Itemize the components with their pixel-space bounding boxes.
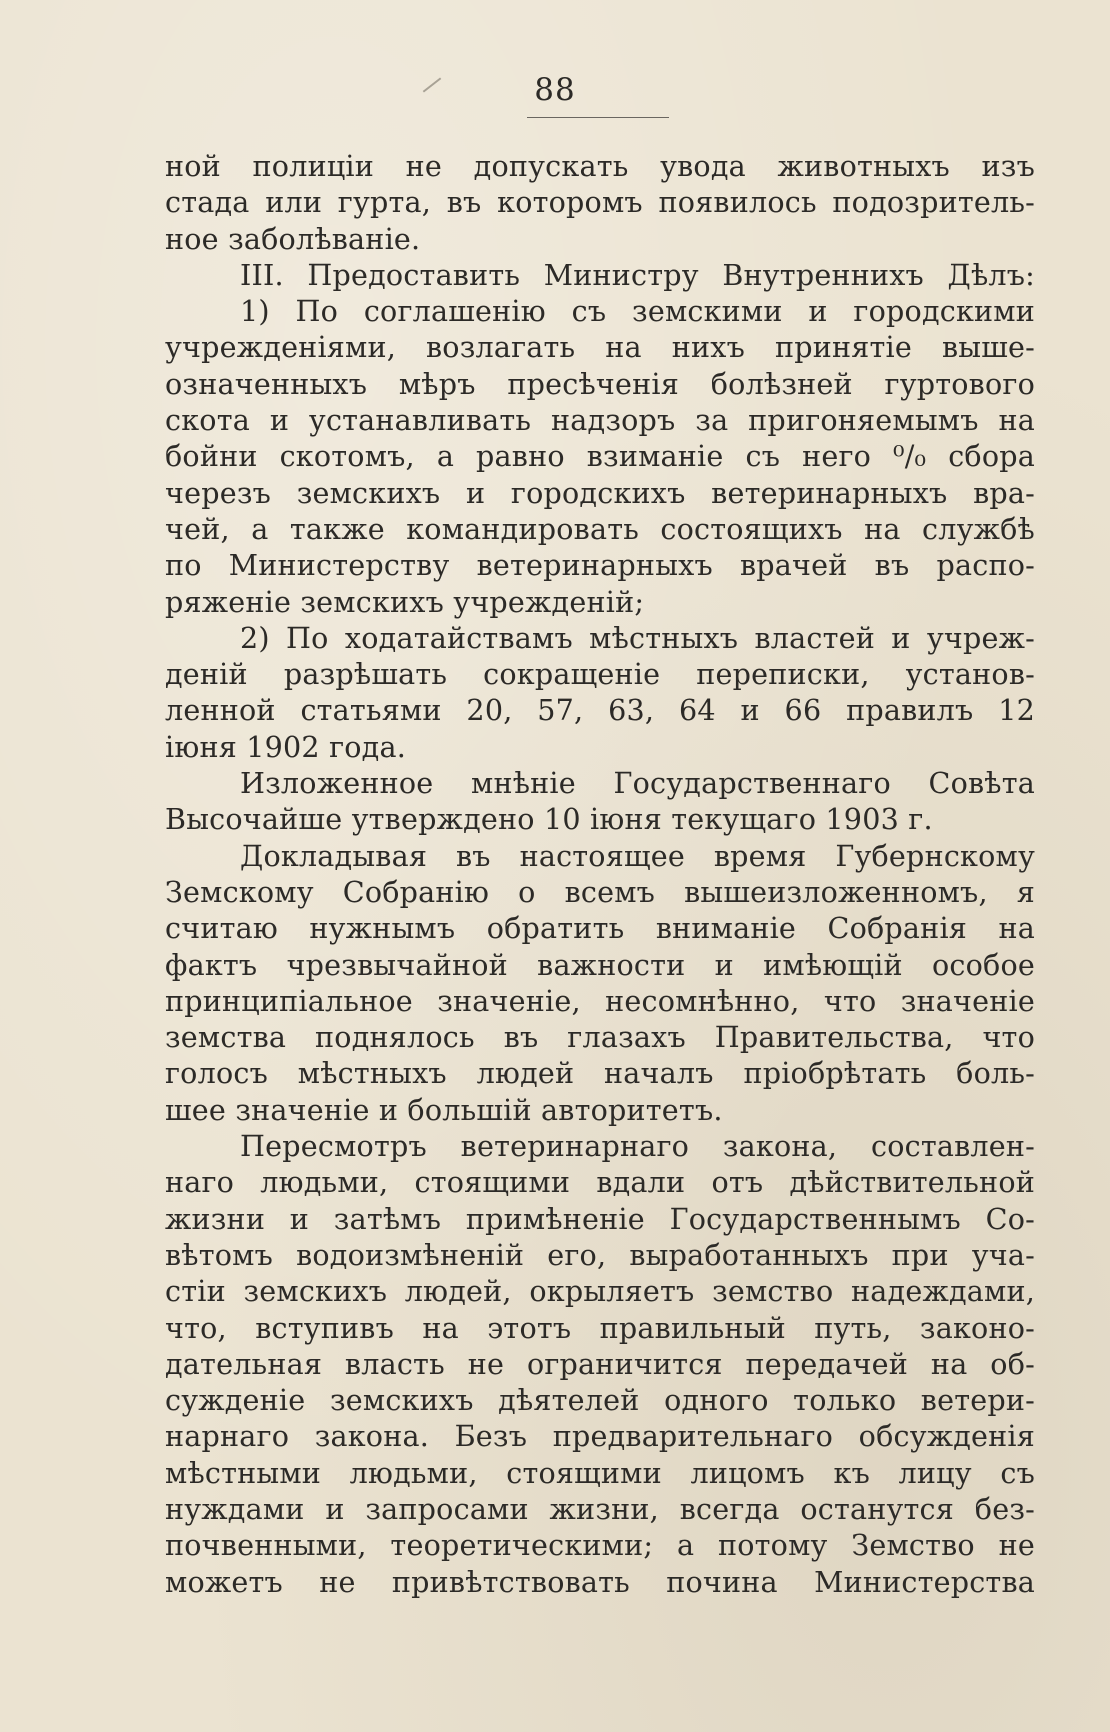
text-line: чей, а также командировать состоящихъ на службѣ [165,511,1035,546]
text-line: наго людьми, стоящими вдали отъ дѣйствительной [165,1165,1035,1200]
text-line: голосъ мѣстныхъ людей началъ пріобрѣтать боль- [165,1056,1035,1091]
text-line: дательная власть не ограничится передачей на об- [165,1346,1035,1381]
text-line: означенныхъ мѣръ пресѣченія болѣзней гуртового [165,366,1035,401]
text-line: мѣстными людьми, стоящими лицомъ къ лицу съ [165,1455,1035,1490]
text-line: ное заболѣваніе. [165,221,421,256]
text-line: стада или гурта, въ которомъ появилось подозритель- [165,185,1035,220]
text-line: III. Предоставить Министру Внутреннихъ Дѣлъ: [240,257,1035,292]
text-line: черезъ земскихъ и городскихъ ветеринарныхъ вра- [165,475,1035,510]
text-line: Докладывая въ настоящее время Губернскому [240,838,1035,873]
text-line: шее значеніе и большій авторитетъ. [165,1092,723,1127]
text-line: Высочайше утверждено 10 іюня текущаго 1903 г. [165,802,933,837]
text-line: ряженіе земскихъ учрежденій; [165,584,645,619]
text-line: іюня 1902 года. [165,729,407,764]
text-line: жизни и затѣмъ примѣненіе Государственнымъ Со- [165,1201,1035,1236]
text-line: ной полиціи не допускать увода животныхъ изъ [165,149,1035,183]
text-line: почвенными, теоретическими; а потому Земство не [165,1528,1035,1563]
text-line: сужденіе земскихъ дѣятелей одного только ветери- [165,1383,1035,1418]
text-line: ленной статьями 20, 57, 63, 64 и 66 правилъ 12 [165,693,1035,728]
text-line: Пересмотръ ветеринарнаго закона, составлен- [240,1129,1035,1164]
text-line: учрежденіями, возлагать на нихъ принятіе выше- [165,330,1035,365]
text-line: стіи земскихъ людей, окрыляетъ земство надеждами, [165,1274,1035,1309]
text-line: нарнаго закона. Безъ предварительнаго обсужденія [165,1419,1035,1454]
text-line: Изложенное мнѣніе Государственнаго Совѣта [240,766,1035,801]
text-line: вѣтомъ водоизмѣненій его, выработанныхъ при уча- [165,1237,1035,1272]
text-line: земства поднялось въ глазахъ Правительства, что [165,1020,1035,1055]
text-line: что, вступивъ на этотъ правильный путь, законо- [165,1310,1035,1345]
header-rule [527,117,669,118]
page-number: 88 [534,72,576,108]
text-line: можетъ не привѣтствовать почина Министерства [165,1564,1035,1599]
text-line: 1) По соглашенію съ земскими и городскими [240,294,1035,329]
text-line: фактъ чрезвычайной важности и имѣющій особое [165,947,1035,982]
body-text [165,148,1035,1600]
text-line: скота и устанавливать надзоръ за пригоняемымъ на [165,403,1035,438]
text-line: принципіальное значеніе, несомнѣнно, что значеніе [165,983,1035,1018]
text-line: нуждами и запросами жизни, всегда останутся без- [165,1491,1035,1526]
text-line: деній разрѣшать сокращеніе переписки, установ- [165,657,1035,692]
text-line: считаю нужнымъ обратить вниманіе Собранія на [165,911,1035,946]
text-line: бойни скотомъ, а равно взиманіе съ него ⁰/₀ сбора [165,439,1035,474]
text-line: 2) По ходатайствамъ мѣстныхъ властей и учреж- [240,620,1035,655]
text-line: Земскому Собранію о всемъ вышеизложенномъ, я [165,874,1035,909]
text-line: по Министерству ветеринарныхъ врачей въ распо- [165,548,1035,583]
